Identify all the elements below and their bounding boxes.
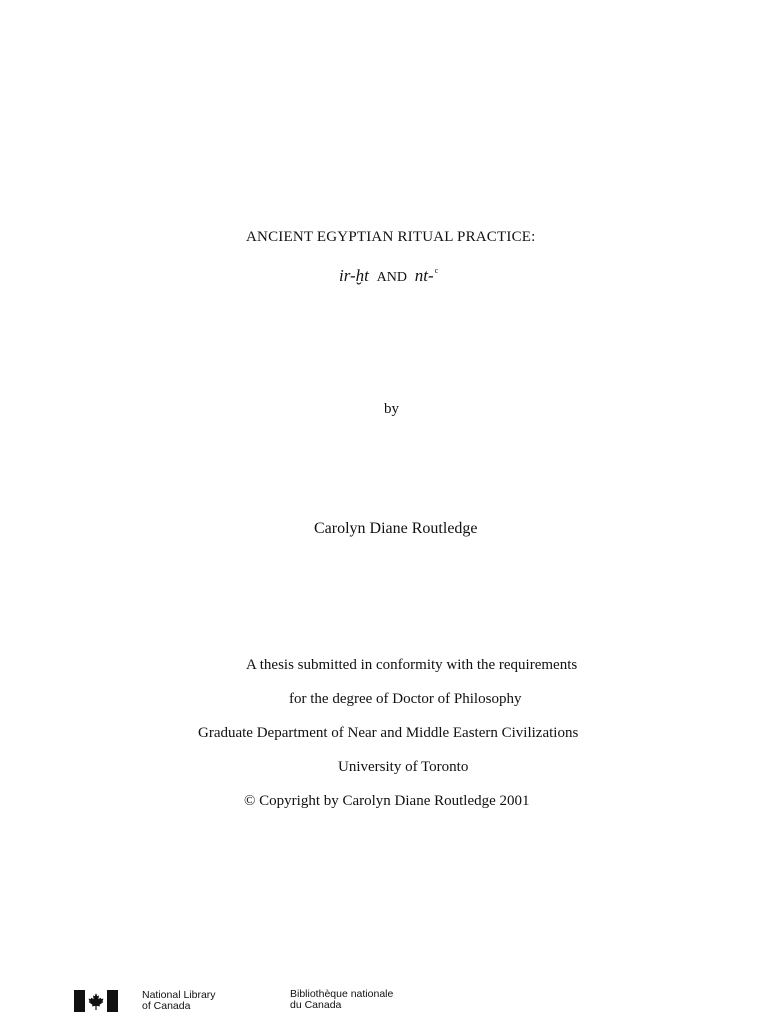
canada-flag-icon <box>74 990 118 1012</box>
degree-line: for the degree of Doctor of Philosophy <box>289 691 522 707</box>
institution-english-line-2: of Canada <box>142 1000 191 1012</box>
title-line-2 <box>339 262 438 287</box>
institution-french <box>290 989 393 1011</box>
title-term-2-superscript: c <box>434 266 439 275</box>
copyright-line: © Copyright by Carolyn Diane Routledge 2001 <box>244 793 530 809</box>
footer <box>74 988 474 1018</box>
title-term-1: ir-ḫt <box>339 266 369 285</box>
department-line: Graduate Department of Near and Middle Eastern Civilizations <box>198 725 579 741</box>
institution-english-line-1: National Library <box>142 989 216 1001</box>
institution-french-line-2: du Canada <box>290 999 342 1011</box>
author-name: Carolyn Diane Routledge <box>314 520 478 537</box>
title-line-1: ANCIENT EGYPTIAN RITUAL PRACTICE: <box>246 229 536 245</box>
title-term-2: nt- <box>414 266 434 285</box>
university-line: University of Toronto <box>338 759 469 775</box>
by-label: by <box>384 401 399 417</box>
title-conjunction: AND <box>376 270 407 285</box>
institution-english <box>142 990 216 1012</box>
thesis-statement-line-1: A thesis submitted in conformity with the requirements <box>246 657 578 673</box>
institution-french-line-1: Bibliothèque nationale <box>290 988 394 1000</box>
